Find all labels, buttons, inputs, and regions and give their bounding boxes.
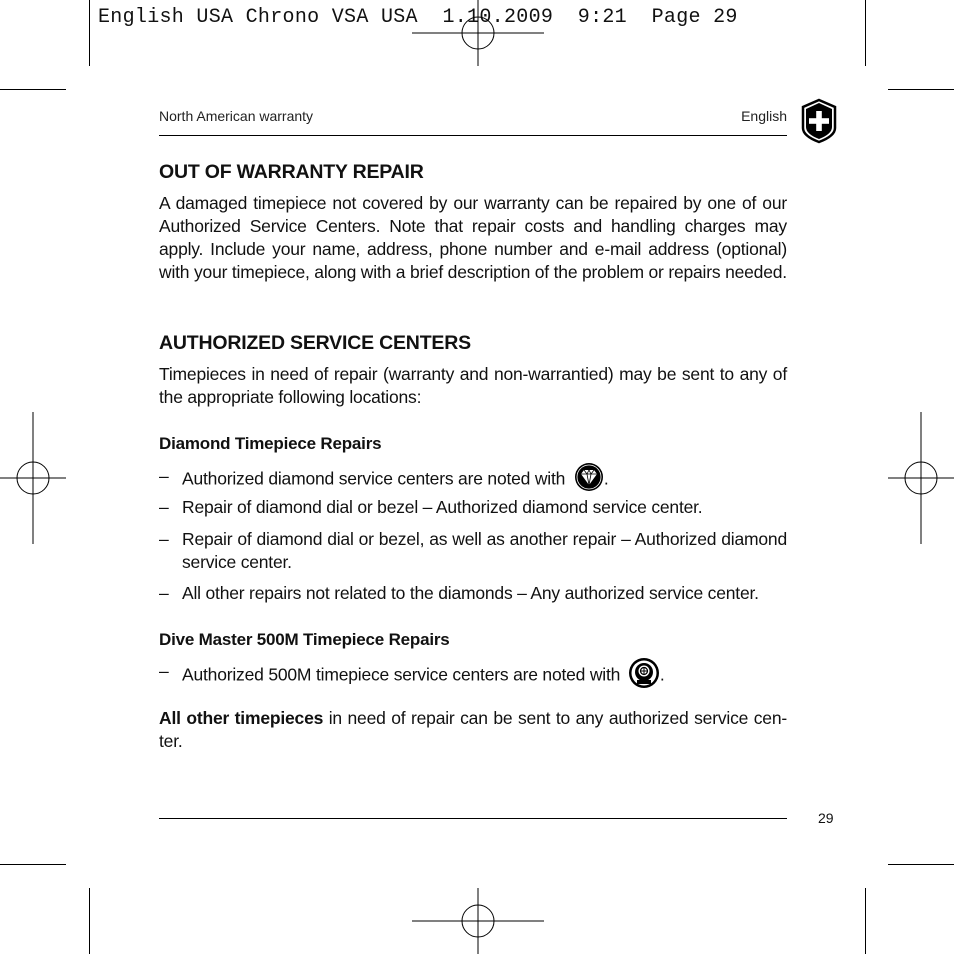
list-item: [159, 660, 787, 692]
out-of-warranty-body: A damaged timepiece not covered by our warranty can be repaired by one of our Authorized Service Centers. Note that repair costs and handling charges may apply. Include your name, address, phone number and e-mail address (optional) with your timepiece, along with a brief description of the problem or repairs needed.: [159, 193, 787, 282]
victorinox-shield-cross-icon: [800, 98, 838, 144]
subheading-dive-master: Dive Master 500M Timepiece Repairs: [159, 630, 450, 649]
list-item-text: Authorized 500M timepiece service centers are noted with: [182, 664, 621, 685]
list-item: [159, 528, 787, 574]
heading-out-of-warranty: OUT OF WARRANTY REPAIR: [159, 161, 424, 183]
list-item-text: All other repairs not related to the diamonds – Any authorized service center.: [182, 583, 759, 603]
list-dash: –: [159, 661, 169, 681]
registration-mark-right: [888, 412, 954, 544]
page-number: 29: [818, 810, 834, 826]
other-timepieces-paragraph: [159, 707, 787, 753]
list-item-text: Authorized diamond service centers are noted with: [182, 468, 566, 489]
service-centers-body: Timepieces in need of repair (warranty and non-warrantied) may be sent to any of the appropriate following locations:: [159, 364, 787, 407]
registration-mark-top: [412, 0, 544, 66]
list-item: [159, 496, 787, 519]
other-timepieces-lead: All other timepieces: [159, 708, 324, 728]
running-header-language: English: [741, 108, 787, 124]
subheading-diamond: Diamond Timepiece Repairs: [159, 434, 382, 453]
footer-rule: [159, 818, 787, 819]
list-dash: –: [159, 497, 169, 517]
other-timepieces-rest: in need of repair can be sent to any authorized service cen-ter.: [159, 708, 787, 751]
list-dash: –: [159, 529, 169, 549]
list-item-suffix: .: [659, 664, 665, 685]
list-dash: –: [159, 466, 169, 486]
heading-service-centers: AUTHORIZED SERVICE CENTERS: [159, 332, 471, 354]
list-item: [159, 465, 787, 495]
list-item: [159, 582, 787, 605]
list-item-text: Repair of diamond dial or bezel – Authorized diamond service center.: [182, 497, 703, 517]
list-item-text: Repair of diamond dial or bezel, as well as another repair – Authorized diamond service center.: [182, 529, 787, 572]
diamond-icon: [574, 462, 604, 492]
list-dash: –: [159, 583, 169, 603]
dive-helmet-icon: [628, 657, 660, 689]
printer-slug-line: English USA Chrono VSA USA 1.10.2009 9:21 Page 29: [98, 6, 738, 29]
registration-mark-left: [0, 412, 66, 544]
header-rule: [159, 135, 787, 136]
registration-mark-bottom: [412, 888, 544, 954]
running-header-section: North American warranty: [159, 108, 314, 124]
list-item-suffix: .: [603, 468, 609, 489]
